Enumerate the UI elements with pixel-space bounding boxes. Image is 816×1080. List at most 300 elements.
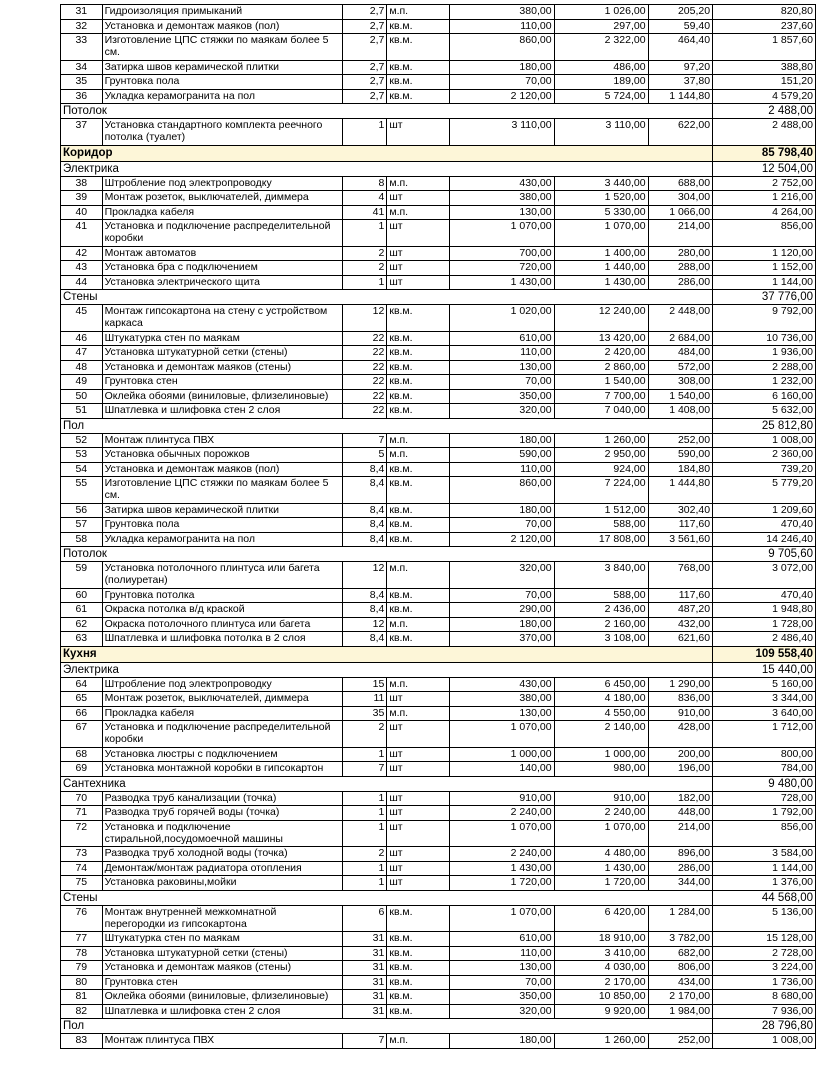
- row-total: 1 712,00: [713, 721, 816, 748]
- work-name: Оклейка обоями (виниловые, флизелиновые): [102, 990, 342, 1005]
- row-total: 3 224,00: [713, 961, 816, 976]
- quantity: 22: [342, 404, 387, 419]
- discount: 2 170,00: [648, 990, 713, 1005]
- discount: 768,00: [648, 562, 713, 589]
- unit: м.п.: [387, 205, 449, 220]
- amount: 924,00: [554, 462, 648, 477]
- row-number: 69: [61, 762, 103, 777]
- row-total: 739,20: [713, 462, 816, 477]
- work-name: Установка и демонтаж маяков (пол): [102, 462, 342, 477]
- unit: кв.м.: [387, 946, 449, 961]
- category-total: 9 480,00: [713, 776, 816, 791]
- discount: 214,00: [648, 220, 713, 247]
- table-row: [61, 990, 816, 1005]
- work-name: Установка штукатурной сетки (стены): [102, 346, 342, 361]
- row-number: 37: [61, 119, 103, 146]
- work-name: Монтаж плинтуса ПВХ: [102, 433, 342, 448]
- row-number: 52: [61, 433, 103, 448]
- table-row: [61, 532, 816, 547]
- category-row: [61, 776, 816, 791]
- unit-price: 350,00: [449, 990, 554, 1005]
- work-name: Установка электрического щита: [102, 275, 342, 290]
- unit: м.п.: [387, 5, 449, 20]
- unit-price: 130,00: [449, 205, 554, 220]
- row-number: 67: [61, 721, 103, 748]
- quantity: 1: [342, 791, 387, 806]
- discount: 806,00: [648, 961, 713, 976]
- row-total: 1 376,00: [713, 876, 816, 891]
- unit-price: 1 070,00: [449, 721, 554, 748]
- row-total: 1 008,00: [713, 1034, 816, 1049]
- amount: 1 026,00: [554, 5, 648, 20]
- unit-price: 180,00: [449, 503, 554, 518]
- unit-price: 430,00: [449, 176, 554, 191]
- estimate-rows: [61, 5, 816, 1049]
- table-row: [61, 847, 816, 862]
- table-row: [61, 220, 816, 247]
- discount: 117,60: [648, 588, 713, 603]
- work-name: Затирка швов керамической плитки: [102, 503, 342, 518]
- work-name: Демонтаж/монтаж радиатора отопления: [102, 861, 342, 876]
- row-number: 77: [61, 932, 103, 947]
- amount: 5 724,00: [554, 89, 648, 104]
- row-total: 9 792,00: [713, 305, 816, 332]
- quantity: 7: [342, 762, 387, 777]
- table-row: [61, 1034, 816, 1049]
- row-total: 2 288,00: [713, 360, 816, 375]
- unit-price: 180,00: [449, 617, 554, 632]
- unit-price: 1 430,00: [449, 861, 554, 876]
- category-title: Стены: [61, 290, 713, 305]
- unit-price: 70,00: [449, 975, 554, 990]
- category-title: Сантехника: [61, 776, 713, 791]
- unit-price: 720,00: [449, 261, 554, 276]
- quantity: 31: [342, 1004, 387, 1019]
- unit-price: 2 240,00: [449, 847, 554, 862]
- quantity: 7: [342, 1034, 387, 1049]
- discount: 464,40: [648, 34, 713, 61]
- unit-price: 180,00: [449, 60, 554, 75]
- unit-price: 2 120,00: [449, 89, 554, 104]
- discount: 688,00: [648, 176, 713, 191]
- unit-price: 110,00: [449, 462, 554, 477]
- discount: 3 782,00: [648, 932, 713, 947]
- table-row: [61, 261, 816, 276]
- quantity: 8: [342, 176, 387, 191]
- quantity: 8,4: [342, 603, 387, 618]
- row-number: 57: [61, 518, 103, 533]
- quantity: 12: [342, 617, 387, 632]
- unit-price: 610,00: [449, 932, 554, 947]
- unit: м.п.: [387, 706, 449, 721]
- unit: шт: [387, 721, 449, 748]
- work-name: Прокладка кабеля: [102, 205, 342, 220]
- amount: 1 440,00: [554, 261, 648, 276]
- unit: кв.м.: [387, 389, 449, 404]
- table-row: [61, 89, 816, 104]
- quantity: 22: [342, 389, 387, 404]
- unit-price: 700,00: [449, 246, 554, 261]
- row-total: 2 728,00: [713, 946, 816, 961]
- amount: 18 910,00: [554, 932, 648, 947]
- amount: 1 430,00: [554, 275, 648, 290]
- category-total: 9 705,60: [713, 547, 816, 562]
- row-total: 14 246,40: [713, 532, 816, 547]
- table-row: [61, 477, 816, 504]
- discount: 1 290,00: [648, 677, 713, 692]
- unit-price: 130,00: [449, 961, 554, 976]
- table-row: [61, 692, 816, 707]
- table-row: [61, 346, 816, 361]
- unit-price: 70,00: [449, 518, 554, 533]
- unit: кв.м.: [387, 588, 449, 603]
- work-name: Укладка керамогранита на пол: [102, 532, 342, 547]
- row-number: 47: [61, 346, 103, 361]
- discount: 200,00: [648, 747, 713, 762]
- row-number: 40: [61, 205, 103, 220]
- unit-price: 1 720,00: [449, 876, 554, 891]
- unit-price: 590,00: [449, 448, 554, 463]
- row-total: 1 144,00: [713, 861, 816, 876]
- amount: 910,00: [554, 791, 648, 806]
- row-total: 1 948,80: [713, 603, 816, 618]
- work-name: Гидроизоляция примыканий: [102, 5, 342, 20]
- unit: м.п.: [387, 617, 449, 632]
- discount: 344,00: [648, 876, 713, 891]
- unit: м.п.: [387, 448, 449, 463]
- row-number: 56: [61, 503, 103, 518]
- discount: 1 444,80: [648, 477, 713, 504]
- amount: 2 436,00: [554, 603, 648, 618]
- row-number: 43: [61, 261, 103, 276]
- unit-price: 70,00: [449, 375, 554, 390]
- table-row: [61, 34, 816, 61]
- unit-price: 290,00: [449, 603, 554, 618]
- category-title: Пол: [61, 1019, 713, 1034]
- unit: кв.м.: [387, 975, 449, 990]
- row-number: 62: [61, 617, 103, 632]
- amount: 3 440,00: [554, 176, 648, 191]
- quantity: 31: [342, 946, 387, 961]
- work-name: Оклейка обоями (виниловые, флизелиновые): [102, 389, 342, 404]
- unit: шт: [387, 847, 449, 862]
- unit-price: 1 070,00: [449, 905, 554, 932]
- row-number: 54: [61, 462, 103, 477]
- discount: 572,00: [648, 360, 713, 375]
- amount: 2 170,00: [554, 975, 648, 990]
- unit-price: 610,00: [449, 331, 554, 346]
- work-name: Установка люстры с подключением: [102, 747, 342, 762]
- table-row: [61, 791, 816, 806]
- table-row: [61, 375, 816, 390]
- row-total: 4 264,00: [713, 205, 816, 220]
- unit: шт: [387, 191, 449, 206]
- row-number: 64: [61, 677, 103, 692]
- category-row: [61, 418, 816, 433]
- table-row: [61, 721, 816, 748]
- unit-price: 320,00: [449, 1004, 554, 1019]
- table-row: [61, 275, 816, 290]
- work-name: Установка бра с подключением: [102, 261, 342, 276]
- quantity: 1: [342, 220, 387, 247]
- row-total: 1 728,00: [713, 617, 816, 632]
- quantity: 2,7: [342, 89, 387, 104]
- row-number: 49: [61, 375, 103, 390]
- work-name: Укладка керамогранита на пол: [102, 89, 342, 104]
- category-title: Потолок: [61, 104, 713, 119]
- table-row: [61, 448, 816, 463]
- quantity: 22: [342, 360, 387, 375]
- amount: 7 040,00: [554, 404, 648, 419]
- unit: шт: [387, 220, 449, 247]
- table-row: [61, 191, 816, 206]
- table-row: [61, 389, 816, 404]
- category-row: [61, 1019, 816, 1034]
- row-number: 50: [61, 389, 103, 404]
- row-total: 3 072,00: [713, 562, 816, 589]
- row-total: 5 632,00: [713, 404, 816, 419]
- category-title: Потолок: [61, 547, 713, 562]
- row-total: 1 152,00: [713, 261, 816, 276]
- quantity: 8,4: [342, 632, 387, 647]
- quantity: 2: [342, 847, 387, 862]
- discount: 37,80: [648, 75, 713, 90]
- unit: кв.м.: [387, 34, 449, 61]
- quantity: 2,7: [342, 75, 387, 90]
- unit-price: 110,00: [449, 946, 554, 961]
- discount: 434,00: [648, 975, 713, 990]
- amount: 1 430,00: [554, 861, 648, 876]
- amount: 2 240,00: [554, 806, 648, 821]
- table-row: [61, 1004, 816, 1019]
- table-row: [61, 961, 816, 976]
- unit-price: 130,00: [449, 360, 554, 375]
- work-name: Штукатурка стен по маякам: [102, 932, 342, 947]
- row-number: 59: [61, 562, 103, 589]
- unit-price: 320,00: [449, 404, 554, 419]
- row-number: 44: [61, 275, 103, 290]
- amount: 6 420,00: [554, 905, 648, 932]
- unit: кв.м.: [387, 360, 449, 375]
- quantity: 22: [342, 331, 387, 346]
- quantity: 1: [342, 820, 387, 847]
- amount: 4 180,00: [554, 692, 648, 707]
- unit: кв.м.: [387, 503, 449, 518]
- amount: 13 420,00: [554, 331, 648, 346]
- unit-price: 350,00: [449, 389, 554, 404]
- unit-price: 430,00: [449, 677, 554, 692]
- row-number: 55: [61, 477, 103, 504]
- unit: кв.м.: [387, 462, 449, 477]
- discount: 117,60: [648, 518, 713, 533]
- category-total: 12 504,00: [713, 161, 816, 176]
- room-total: 109 558,40: [713, 646, 816, 662]
- quantity: 2,7: [342, 34, 387, 61]
- table-row: [61, 747, 816, 762]
- unit-price: 1 070,00: [449, 220, 554, 247]
- row-number: 75: [61, 876, 103, 891]
- table-row: [61, 975, 816, 990]
- room-title: Кухня: [61, 646, 713, 662]
- quantity: 1: [342, 119, 387, 146]
- unit: кв.м.: [387, 19, 449, 34]
- work-name: Монтаж розеток, выключателей, диммера: [102, 692, 342, 707]
- table-row: [61, 932, 816, 947]
- row-number: 60: [61, 588, 103, 603]
- unit-price: 130,00: [449, 706, 554, 721]
- category-title: Пол: [61, 418, 713, 433]
- row-total: 1 857,60: [713, 34, 816, 61]
- quantity: 35: [342, 706, 387, 721]
- table-row: [61, 588, 816, 603]
- quantity: 31: [342, 990, 387, 1005]
- table-row: [61, 677, 816, 692]
- quantity: 31: [342, 932, 387, 947]
- quantity: 2,7: [342, 5, 387, 20]
- unit-price: 70,00: [449, 75, 554, 90]
- unit: шт: [387, 876, 449, 891]
- discount: 252,00: [648, 433, 713, 448]
- work-name: Штукатурка стен по маякам: [102, 331, 342, 346]
- unit: кв.м.: [387, 331, 449, 346]
- work-name: Окраска потолочного плинтуса или багета: [102, 617, 342, 632]
- row-total: 1 216,00: [713, 191, 816, 206]
- row-total: 800,00: [713, 747, 816, 762]
- discount: 286,00: [648, 861, 713, 876]
- row-total: 1 232,00: [713, 375, 816, 390]
- amount: 4 480,00: [554, 847, 648, 862]
- discount: 448,00: [648, 806, 713, 821]
- category-row: [61, 890, 816, 905]
- quantity: 7: [342, 433, 387, 448]
- amount: 9 920,00: [554, 1004, 648, 1019]
- unit-price: 380,00: [449, 191, 554, 206]
- discount: 252,00: [648, 1034, 713, 1049]
- unit: кв.м.: [387, 518, 449, 533]
- work-name: Монтаж плинтуса ПВХ: [102, 1034, 342, 1049]
- amount: 5 330,00: [554, 205, 648, 220]
- quantity: 11: [342, 692, 387, 707]
- amount: 7 700,00: [554, 389, 648, 404]
- work-name: Монтаж автоматов: [102, 246, 342, 261]
- row-total: 1 209,60: [713, 503, 816, 518]
- room-section-row: [61, 145, 816, 161]
- work-name: Шпатлевка и шлифовка потолка в 2 слоя: [102, 632, 342, 647]
- work-name: Грунтовка стен: [102, 375, 342, 390]
- unit-price: 2 120,00: [449, 532, 554, 547]
- amount: 3 110,00: [554, 119, 648, 146]
- estimate-table: [60, 4, 816, 1049]
- amount: 17 808,00: [554, 532, 648, 547]
- discount: 97,20: [648, 60, 713, 75]
- row-total: 8 680,00: [713, 990, 816, 1005]
- quantity: 1: [342, 861, 387, 876]
- quantity: 4: [342, 191, 387, 206]
- quantity: 2,7: [342, 19, 387, 34]
- row-total: 728,00: [713, 791, 816, 806]
- table-row: [61, 806, 816, 821]
- category-row: [61, 662, 816, 677]
- discount: 280,00: [648, 246, 713, 261]
- unit-price: 1 020,00: [449, 305, 554, 332]
- amount: 1 520,00: [554, 191, 648, 206]
- row-total: 856,00: [713, 820, 816, 847]
- row-number: 83: [61, 1034, 103, 1049]
- discount: 622,00: [648, 119, 713, 146]
- work-name: Установка монтажной коробки в гипсокартон: [102, 762, 342, 777]
- row-total: 856,00: [713, 220, 816, 247]
- category-title: Стены: [61, 890, 713, 905]
- row-number: 78: [61, 946, 103, 961]
- work-name: Установка стандартного комплекта реечного потолка (туалет): [102, 119, 342, 146]
- discount: 214,00: [648, 820, 713, 847]
- quantity: 2: [342, 261, 387, 276]
- table-row: [61, 60, 816, 75]
- amount: 486,00: [554, 60, 648, 75]
- discount: 432,00: [648, 617, 713, 632]
- unit-price: 1 000,00: [449, 747, 554, 762]
- amount: 980,00: [554, 762, 648, 777]
- work-name: Установка и демонтаж маяков (стены): [102, 961, 342, 976]
- room-section-row: [61, 646, 816, 662]
- category-row: [61, 161, 816, 176]
- quantity: 8,4: [342, 532, 387, 547]
- unit: кв.м.: [387, 89, 449, 104]
- work-name: Шпатлевка и шлифовка стен 2 слоя: [102, 1004, 342, 1019]
- room-title: Коридор: [61, 145, 713, 161]
- discount: 196,00: [648, 762, 713, 777]
- row-number: 31: [61, 5, 103, 20]
- discount: 308,00: [648, 375, 713, 390]
- row-number: 79: [61, 961, 103, 976]
- amount: 2 322,00: [554, 34, 648, 61]
- unit-price: 370,00: [449, 632, 554, 647]
- table-row: [61, 331, 816, 346]
- discount: 3 561,60: [648, 532, 713, 547]
- unit: м.п.: [387, 677, 449, 692]
- discount: 1 408,00: [648, 404, 713, 419]
- row-number: 74: [61, 861, 103, 876]
- unit: кв.м.: [387, 961, 449, 976]
- category-row: [61, 104, 816, 119]
- row-total: 10 736,00: [713, 331, 816, 346]
- discount: 2 448,00: [648, 305, 713, 332]
- unit: шт: [387, 692, 449, 707]
- quantity: 1: [342, 876, 387, 891]
- unit: шт: [387, 806, 449, 821]
- work-name: Штробление под электропроводку: [102, 176, 342, 191]
- amount: 3 108,00: [554, 632, 648, 647]
- work-name: Установка обычных порожков: [102, 448, 342, 463]
- quantity: 41: [342, 205, 387, 220]
- unit: м.п.: [387, 562, 449, 589]
- row-total: 470,40: [713, 518, 816, 533]
- unit: кв.м.: [387, 1004, 449, 1019]
- table-row: [61, 205, 816, 220]
- amount: 3 840,00: [554, 562, 648, 589]
- amount: 1 512,00: [554, 503, 648, 518]
- discount: 59,40: [648, 19, 713, 34]
- work-name: Установка раковины,мойки: [102, 876, 342, 891]
- row-total: 1 736,00: [713, 975, 816, 990]
- work-name: Разводка труб холодной воды (точка): [102, 847, 342, 862]
- discount: 288,00: [648, 261, 713, 276]
- row-number: 58: [61, 532, 103, 547]
- amount: 2 950,00: [554, 448, 648, 463]
- work-name: Установка и подключение стиральной,посудомоечной машины: [102, 820, 342, 847]
- row-total: 820,80: [713, 5, 816, 20]
- row-total: 1 120,00: [713, 246, 816, 261]
